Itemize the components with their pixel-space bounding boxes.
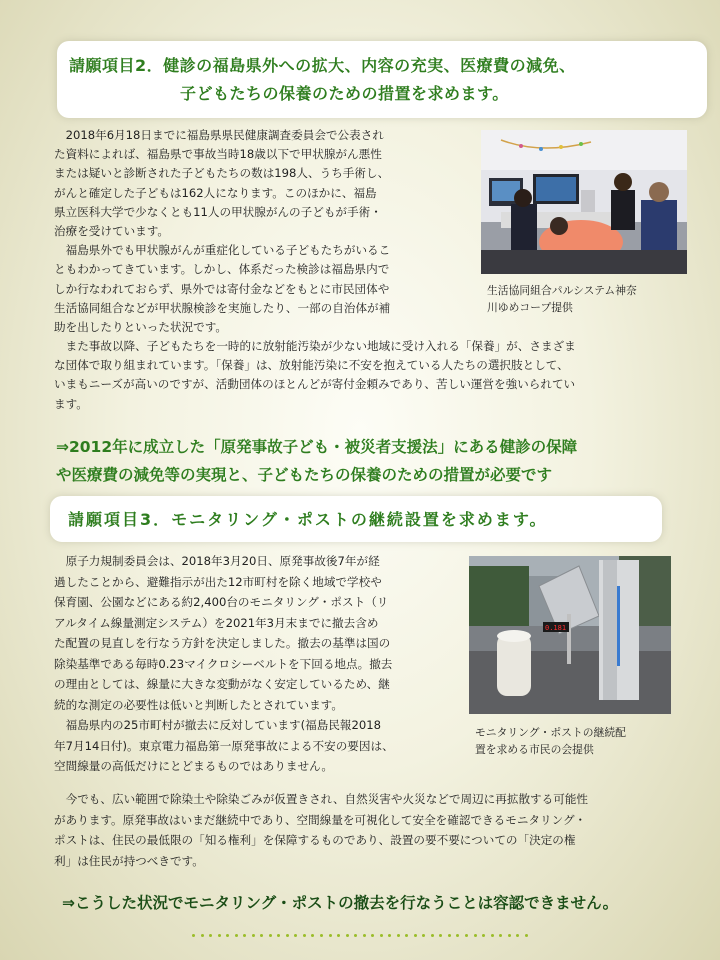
- text-line: アルタイム線量測定システム）を2021年3月末までに撤去含め: [54, 615, 379, 630]
- caption-line: 川ゆめコープ提供: [487, 301, 573, 314]
- text-line: ポストは、住民の最低限の「知る権利」を保障するものであり、設置の要不要についての「決定の権: [54, 833, 576, 847]
- section3-heading-box: [50, 496, 662, 542]
- text-line: 県立医科大学で少なくとも11人の甲状腺がんの子どもが手術・: [54, 204, 382, 219]
- section2-conclusion: [56, 433, 577, 489]
- text-line: の理由としては、線量に大きな変動がなく安定しているため、継: [54, 677, 390, 691]
- text-line: 福島県外でも甲状腺がんが重症化している子どもたちがいるこ: [54, 243, 391, 258]
- text-line: 治療を受けています。: [54, 224, 170, 239]
- text-line: ます。: [54, 396, 88, 411]
- section3-heading: 請願項目3．モニタリング・ポストの継続設置を求めます。: [68, 510, 548, 529]
- monitoring-post-photo: [469, 556, 671, 714]
- section3-conclusion: ⇒こうした状況でモニタリング・ポストの撤去を行なうことは容認できません。: [62, 894, 619, 912]
- section2-heading-line1: 請願項目2．健診の福島県外への拡大、内容の充実、医療費の減免、: [69, 56, 576, 75]
- text-line: な団体で取り組まれています。「保養」は、放射能汚染に不安を抱えている人たちの選択肢として、: [54, 358, 569, 373]
- text-line: 原子力規制委員会は、2018年3月20日、原発事故後7年が経: [54, 554, 380, 568]
- health-check-photo-caption: [487, 282, 637, 316]
- text-line: 除染基準である毎時0.23マイクロシーベルトを下回る地点。撤去: [54, 656, 393, 671]
- section2-heading-box: [57, 41, 707, 118]
- text-line: いまもニーズが高いのですが、活動団体のほとんどが寄付金頼みであり、苦しい運営を強いられてい: [54, 377, 576, 392]
- text-line: 福島県内の25市町村が撤去に反対しています(福島民報2018: [54, 718, 382, 732]
- caption-line: モニタリング・ポストの継続配: [475, 726, 626, 739]
- section3-paragraph3: [54, 789, 588, 871]
- caption-line: 置を求める市民の会提供: [475, 743, 594, 756]
- text-line: しか行なわれておらず、県外では寄付金などをもとに市民団体や: [54, 281, 390, 296]
- health-check-photo: [481, 130, 687, 274]
- text-line: 年7月14日付)。東京電力福島第一原発事故による不安の要因は、: [54, 738, 394, 753]
- monitoring-post-photo-caption: [475, 724, 626, 758]
- caption-line: 生活協同組合パルシステム神奈: [487, 284, 637, 297]
- text-line: た配置の見直しを行なう方針を決定しました。撤去の基準は国の: [54, 636, 391, 650]
- section2-heading-line2: 子どもたちの保養のための措置を求めます。: [180, 84, 509, 103]
- text-line: ともわかってきています。しかし、体系だった検診は福島県内で: [54, 262, 390, 277]
- text-line: 続的な測定の必要性は低いと判断したとされています。: [54, 697, 343, 712]
- text-line: または疑いと診断された子どもたちの数は198人、うち手術し、: [54, 166, 390, 181]
- text-line: 過したことから、避難指示が出た12市町村を除く地域で学校や: [54, 574, 382, 589]
- text-line: 保育園、公園などにある約2,400台のモニタリング・ポスト（リ: [54, 595, 389, 609]
- conclusion-line: や医療費の減免等の実現と、子どもたちの保養のための措置が必要です: [56, 466, 553, 484]
- section3-paragraph1: [54, 551, 394, 777]
- text-line: 今でも、広い範囲で除染土や除染ごみが仮置きされ、自然災害や火災などで周辺に再拡散する可能性: [54, 792, 589, 806]
- text-line: た資料によれば、福島県で事故当時18歳以下で甲状腺がん悪性: [54, 147, 382, 162]
- text-line: 空間線量の高低だけにとどまるものではありません。: [54, 759, 333, 773]
- text-line: 助を出したりといった状況です。: [54, 320, 227, 335]
- text-line: 生活協同組合などが甲状腺検診を実施したり、一部の自治体が補: [54, 300, 391, 315]
- text-line: また事故以降、子どもたちを一時的に放射能汚染が少ない地域に受け入れる「保養」が、さまざま: [54, 339, 576, 353]
- text-line: 利」は住民が持つべきです。: [54, 853, 204, 868]
- section2-paragraph1: [54, 126, 390, 337]
- conclusion-line: ⇒2012年に成立した「原発事故子ども・被災者支援法」にある健診の保障: [56, 438, 578, 456]
- monitoring-post-display-value: 0.181: [545, 624, 567, 632]
- decorative-dotted-divider: [192, 934, 528, 938]
- section2-paragraph3: [54, 337, 576, 414]
- text-line: があります。原発事故はいまだ継続中であり、空間線量を可視化して安全を確認できるモニタリング・: [54, 812, 587, 827]
- text-line: がんと確定した子どもは162人になります。このほかに、福島: [54, 185, 377, 200]
- text-line: 2018年6月18日までに福島県県民健康調査委員会で公表され: [54, 128, 384, 142]
